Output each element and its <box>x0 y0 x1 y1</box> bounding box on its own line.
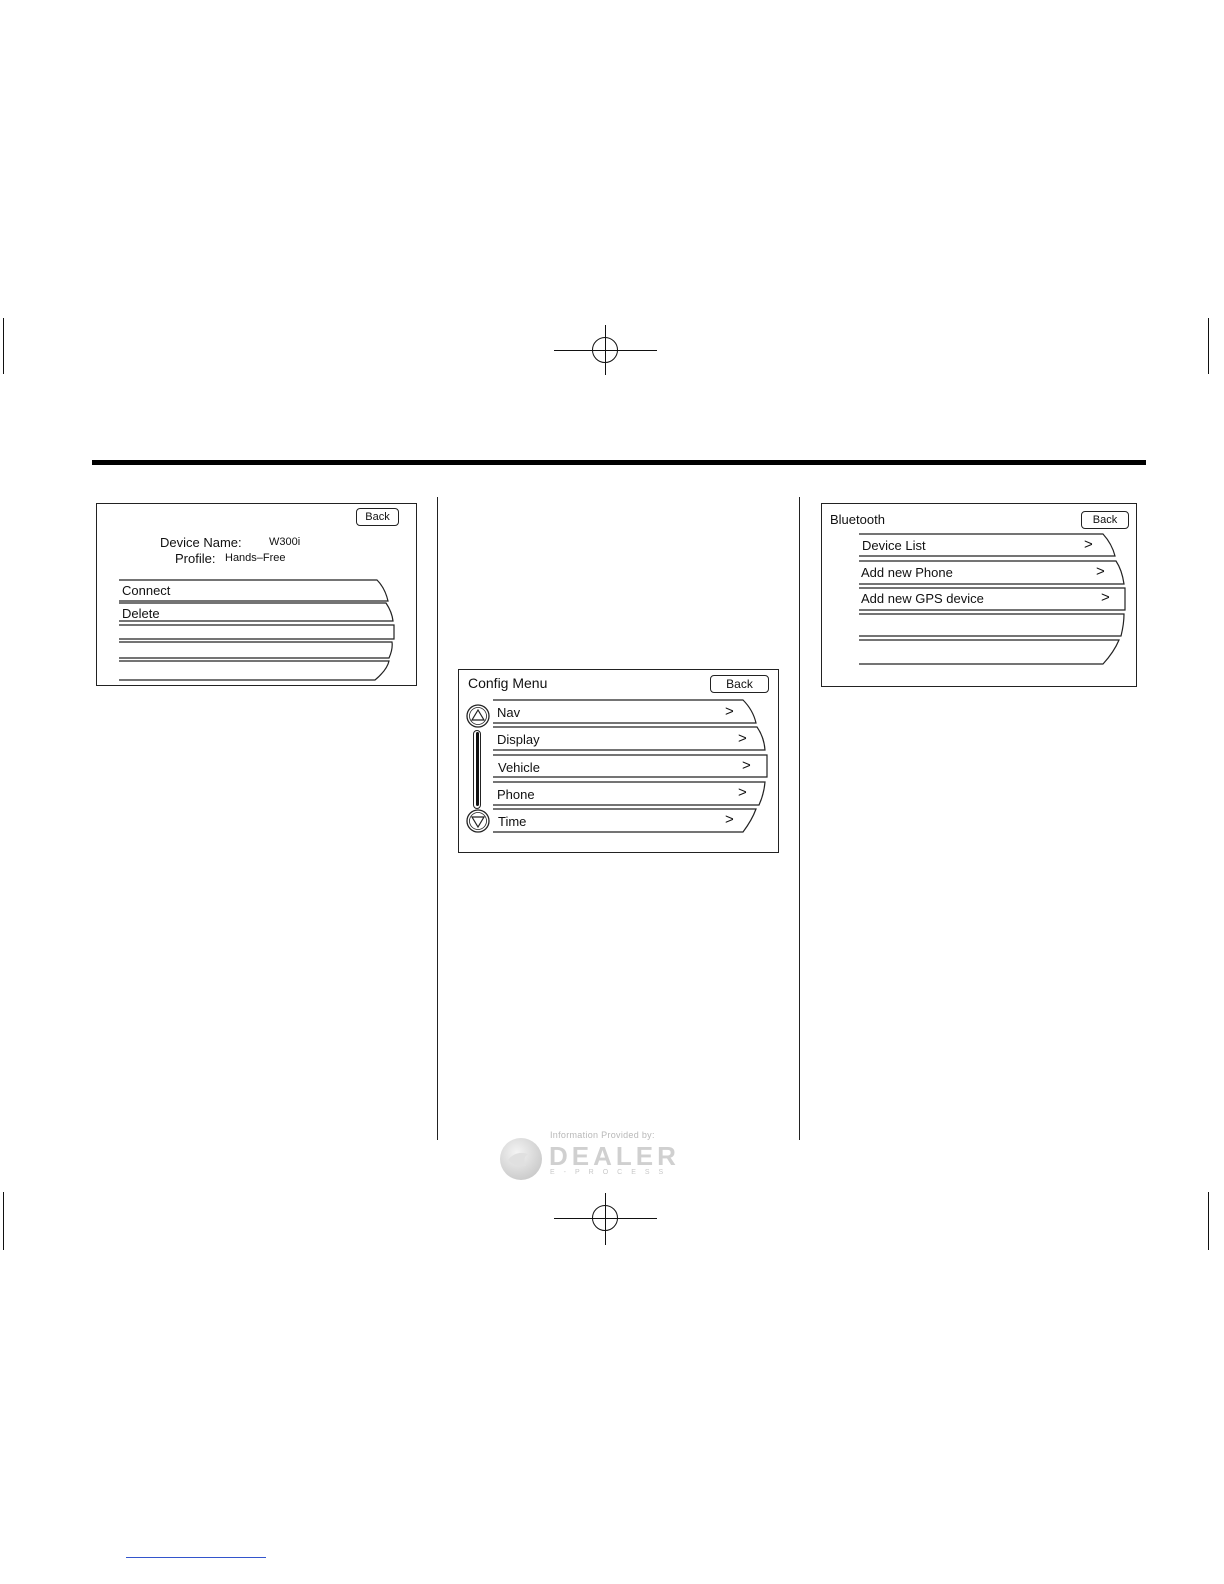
menu-item-add-new-gps-device[interactable]: Add new GPS device <box>861 591 984 606</box>
watermark-brand: DEALER <box>549 1141 680 1171</box>
chevron-right-icon: > <box>725 703 734 720</box>
chevron-right-icon: > <box>738 784 747 801</box>
crop-mark-top-left <box>3 318 4 374</box>
header-rule <box>92 460 1146 465</box>
globe-logo-icon <box>498 1136 544 1182</box>
column-divider-1 <box>437 497 438 1140</box>
config-menu-screen <box>458 669 779 853</box>
watermark-caption: Information Provided by: <box>550 1130 655 1140</box>
menu-item-add-new-phone[interactable]: Add new Phone <box>861 565 953 580</box>
footer-link-underline <box>126 1557 266 1558</box>
watermark-subtitle: E-PROCESS <box>550 1169 673 1176</box>
menu-item-time[interactable]: Time <box>498 814 527 829</box>
column-divider-2 <box>799 497 800 1140</box>
screen-title: Bluetooth <box>830 512 885 527</box>
chevron-right-icon: > <box>1101 589 1110 606</box>
dealer-eprocess-watermark <box>498 1128 708 1188</box>
profile-value: Hands–Free <box>225 552 286 564</box>
screen-title: Config Menu <box>468 675 548 691</box>
menu-item-delete[interactable]: Delete <box>122 606 160 621</box>
device-name-label: Device Name: <box>160 535 242 550</box>
menu-item-phone[interactable]: Phone <box>497 787 535 802</box>
profile-label: Profile: <box>175 551 216 566</box>
menu-item-nav[interactable]: Nav <box>497 705 521 720</box>
menu-item-connect[interactable]: Connect <box>122 583 171 598</box>
device-name-value: W300i <box>269 536 301 548</box>
chevron-right-icon: > <box>738 730 747 747</box>
menu-item-display[interactable]: Display <box>497 732 540 747</box>
chevron-right-icon: > <box>1096 563 1105 580</box>
chevron-right-icon: > <box>725 811 734 828</box>
back-button[interactable]: Back <box>1081 511 1129 529</box>
back-button[interactable]: Back <box>356 508 399 526</box>
chevron-right-icon: > <box>742 757 751 774</box>
chevron-right-icon: > <box>1084 536 1093 553</box>
bluetooth-screen <box>821 503 1137 687</box>
crop-mark-bottom-right <box>1208 1192 1209 1250</box>
crop-mark-top-right <box>1208 318 1209 374</box>
back-button[interactable]: Back <box>710 675 769 693</box>
menu-item-vehicle[interactable]: Vehicle <box>498 760 540 775</box>
crop-mark-bottom-left <box>3 1192 4 1250</box>
device-detail-screen <box>96 503 417 686</box>
menu-item-device-list[interactable]: Device List <box>862 538 926 553</box>
